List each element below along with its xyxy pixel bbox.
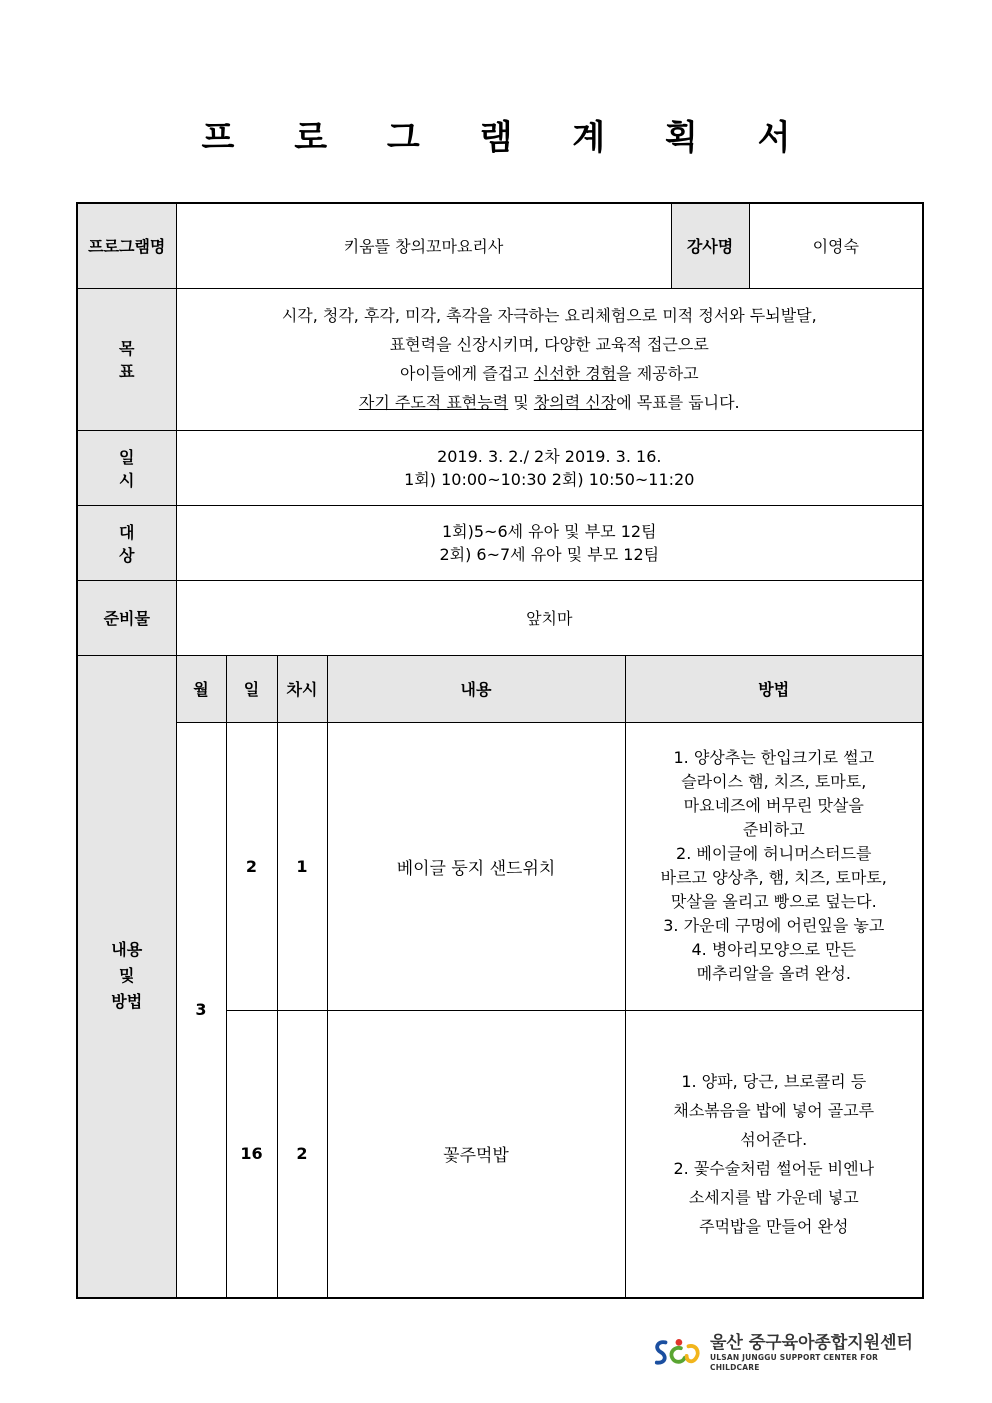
method-line: 메추리알을 올려 완성. bbox=[696, 964, 851, 983]
organization-logo bbox=[652, 1335, 922, 1371]
schedule-line-2: 1회) 10:00~10:30 2회) 10:50~11:20 bbox=[404, 469, 695, 489]
target-line-1: 1회)5~6세 유아 및 부모 12팀 bbox=[441, 521, 657, 541]
program-plan-table bbox=[76, 202, 924, 1299]
schedule-label: 일 시 bbox=[77, 430, 176, 505]
method-header: 방법 bbox=[625, 655, 923, 722]
target-text bbox=[176, 505, 923, 580]
method-line: 마요네즈에 버무린 맛살을 bbox=[683, 796, 864, 815]
instructor-label: 강사명 bbox=[671, 203, 749, 288]
goal-line-4-post: 에 목표를 둡니다. bbox=[616, 393, 740, 412]
goal-line-2: 표현력을 신장시키며, 다양한 교육적 접근으로 bbox=[389, 335, 709, 354]
method-line: 1. 양파, 당근, 브로콜리 등 bbox=[681, 1071, 867, 1091]
goal-row bbox=[77, 288, 923, 430]
target-label: 대 상 bbox=[77, 505, 176, 580]
method-line: 바르고 양상추, 햄, 치즈, 토마토, bbox=[660, 868, 887, 887]
method-line: 맛살을 올리고 빵으로 덮는다. bbox=[670, 892, 877, 911]
table-row bbox=[77, 722, 923, 1010]
session-value: 2 bbox=[277, 1010, 327, 1298]
month-header: 월 bbox=[176, 655, 226, 722]
goal-line-3-pre: 아이들에게 즐겁고 bbox=[399, 364, 534, 383]
method-line: 슬라이스 햄, 치즈, 토마토, bbox=[681, 772, 867, 791]
method-line: 3. 가운데 구멍에 어린잎을 놓고 bbox=[663, 916, 885, 935]
content-label bbox=[77, 655, 176, 1298]
program-row bbox=[77, 203, 923, 288]
materials-row bbox=[77, 580, 923, 655]
goal-line-4-underlined-2: 창의력 신장 bbox=[533, 393, 617, 412]
materials-value: 앞치마 bbox=[176, 580, 923, 655]
method-line: 섞어준다. bbox=[740, 1129, 808, 1149]
program-name: 키움뜰 창의꼬마요리사 bbox=[176, 203, 671, 288]
content-value: 꽃주먹밥 bbox=[327, 1010, 625, 1298]
goal-text bbox=[176, 288, 923, 430]
method-line: 채소볶음을 밥에 넣어 골고루 bbox=[673, 1100, 875, 1120]
day-value: 2 bbox=[226, 722, 277, 1010]
goal-line-4 bbox=[177, 388, 923, 417]
target-line-2: 2회) 6~7세 유아 및 부모 12팀 bbox=[439, 544, 660, 564]
goal-line-3 bbox=[177, 359, 923, 388]
schedule-text bbox=[176, 430, 923, 505]
childcare-center-logo-icon bbox=[652, 1336, 702, 1370]
month-value: 3 bbox=[176, 722, 226, 1298]
content-label-line-3: 방법 bbox=[111, 992, 143, 1012]
goal-line-4-underlined-1: 자기 주도적 표현능력 bbox=[358, 393, 509, 412]
method-line: 1. 양상추는 한입크기로 썰고 bbox=[673, 748, 875, 767]
goal-line-3-post: 을 제공하고 bbox=[616, 364, 699, 383]
content-header-row bbox=[77, 655, 923, 722]
method-line: 2. 꽃수술처럼 썰어둔 비엔나 bbox=[673, 1158, 875, 1178]
logo-text bbox=[710, 1333, 922, 1373]
schedule-line-1: 2019. 3. 2./ 2차 2019. 3. 16. bbox=[437, 446, 662, 466]
session-header: 차시 bbox=[277, 655, 327, 722]
content-value: 베이글 둥지 샌드위치 bbox=[327, 722, 625, 1010]
org-name-korean: 울산 중구육아종합지원센터 bbox=[709, 1333, 913, 1353]
method-line: 4. 병아리모양으로 만든 bbox=[691, 940, 857, 959]
program-label: 프로그램명 bbox=[77, 203, 176, 288]
method-value bbox=[625, 1010, 923, 1298]
method-line: 준비하고 bbox=[742, 820, 805, 839]
goal-line-1: 시각, 청각, 후각, 미각, 촉각을 자극하는 요리체험으로 미적 정서와 두뇌발달, bbox=[281, 306, 817, 325]
org-name-english: ULSAN JUNGGU SUPPORT CENTER FOR CHILDCARE bbox=[709, 1353, 879, 1372]
document-title: 프 로 그 램 계 획 서 bbox=[201, 118, 815, 158]
method-line: 2. 베이글에 허니머스터드를 bbox=[676, 844, 872, 863]
method-value bbox=[625, 722, 923, 1010]
schedule-row bbox=[77, 430, 923, 505]
materials-label: 준비물 bbox=[77, 580, 176, 655]
target-row bbox=[77, 505, 923, 580]
day-value: 16 bbox=[226, 1010, 277, 1298]
instructor-name: 이영숙 bbox=[749, 203, 923, 288]
goal-line-4-mid: 및 bbox=[508, 393, 534, 412]
goal-line-3-underlined: 신선한 경험 bbox=[533, 364, 617, 383]
session-value: 1 bbox=[277, 722, 327, 1010]
method-line: 주먹밥을 만들어 완성 bbox=[699, 1216, 849, 1236]
content-label-line-2: 및 bbox=[119, 966, 135, 986]
method-line: 소세지를 밥 가운데 넣고 bbox=[688, 1187, 859, 1207]
content-label-line-1: 내용 bbox=[111, 940, 143, 960]
goal-label: 목 표 bbox=[77, 288, 176, 430]
day-header: 일 bbox=[226, 655, 277, 722]
content-header: 내용 bbox=[327, 655, 625, 722]
